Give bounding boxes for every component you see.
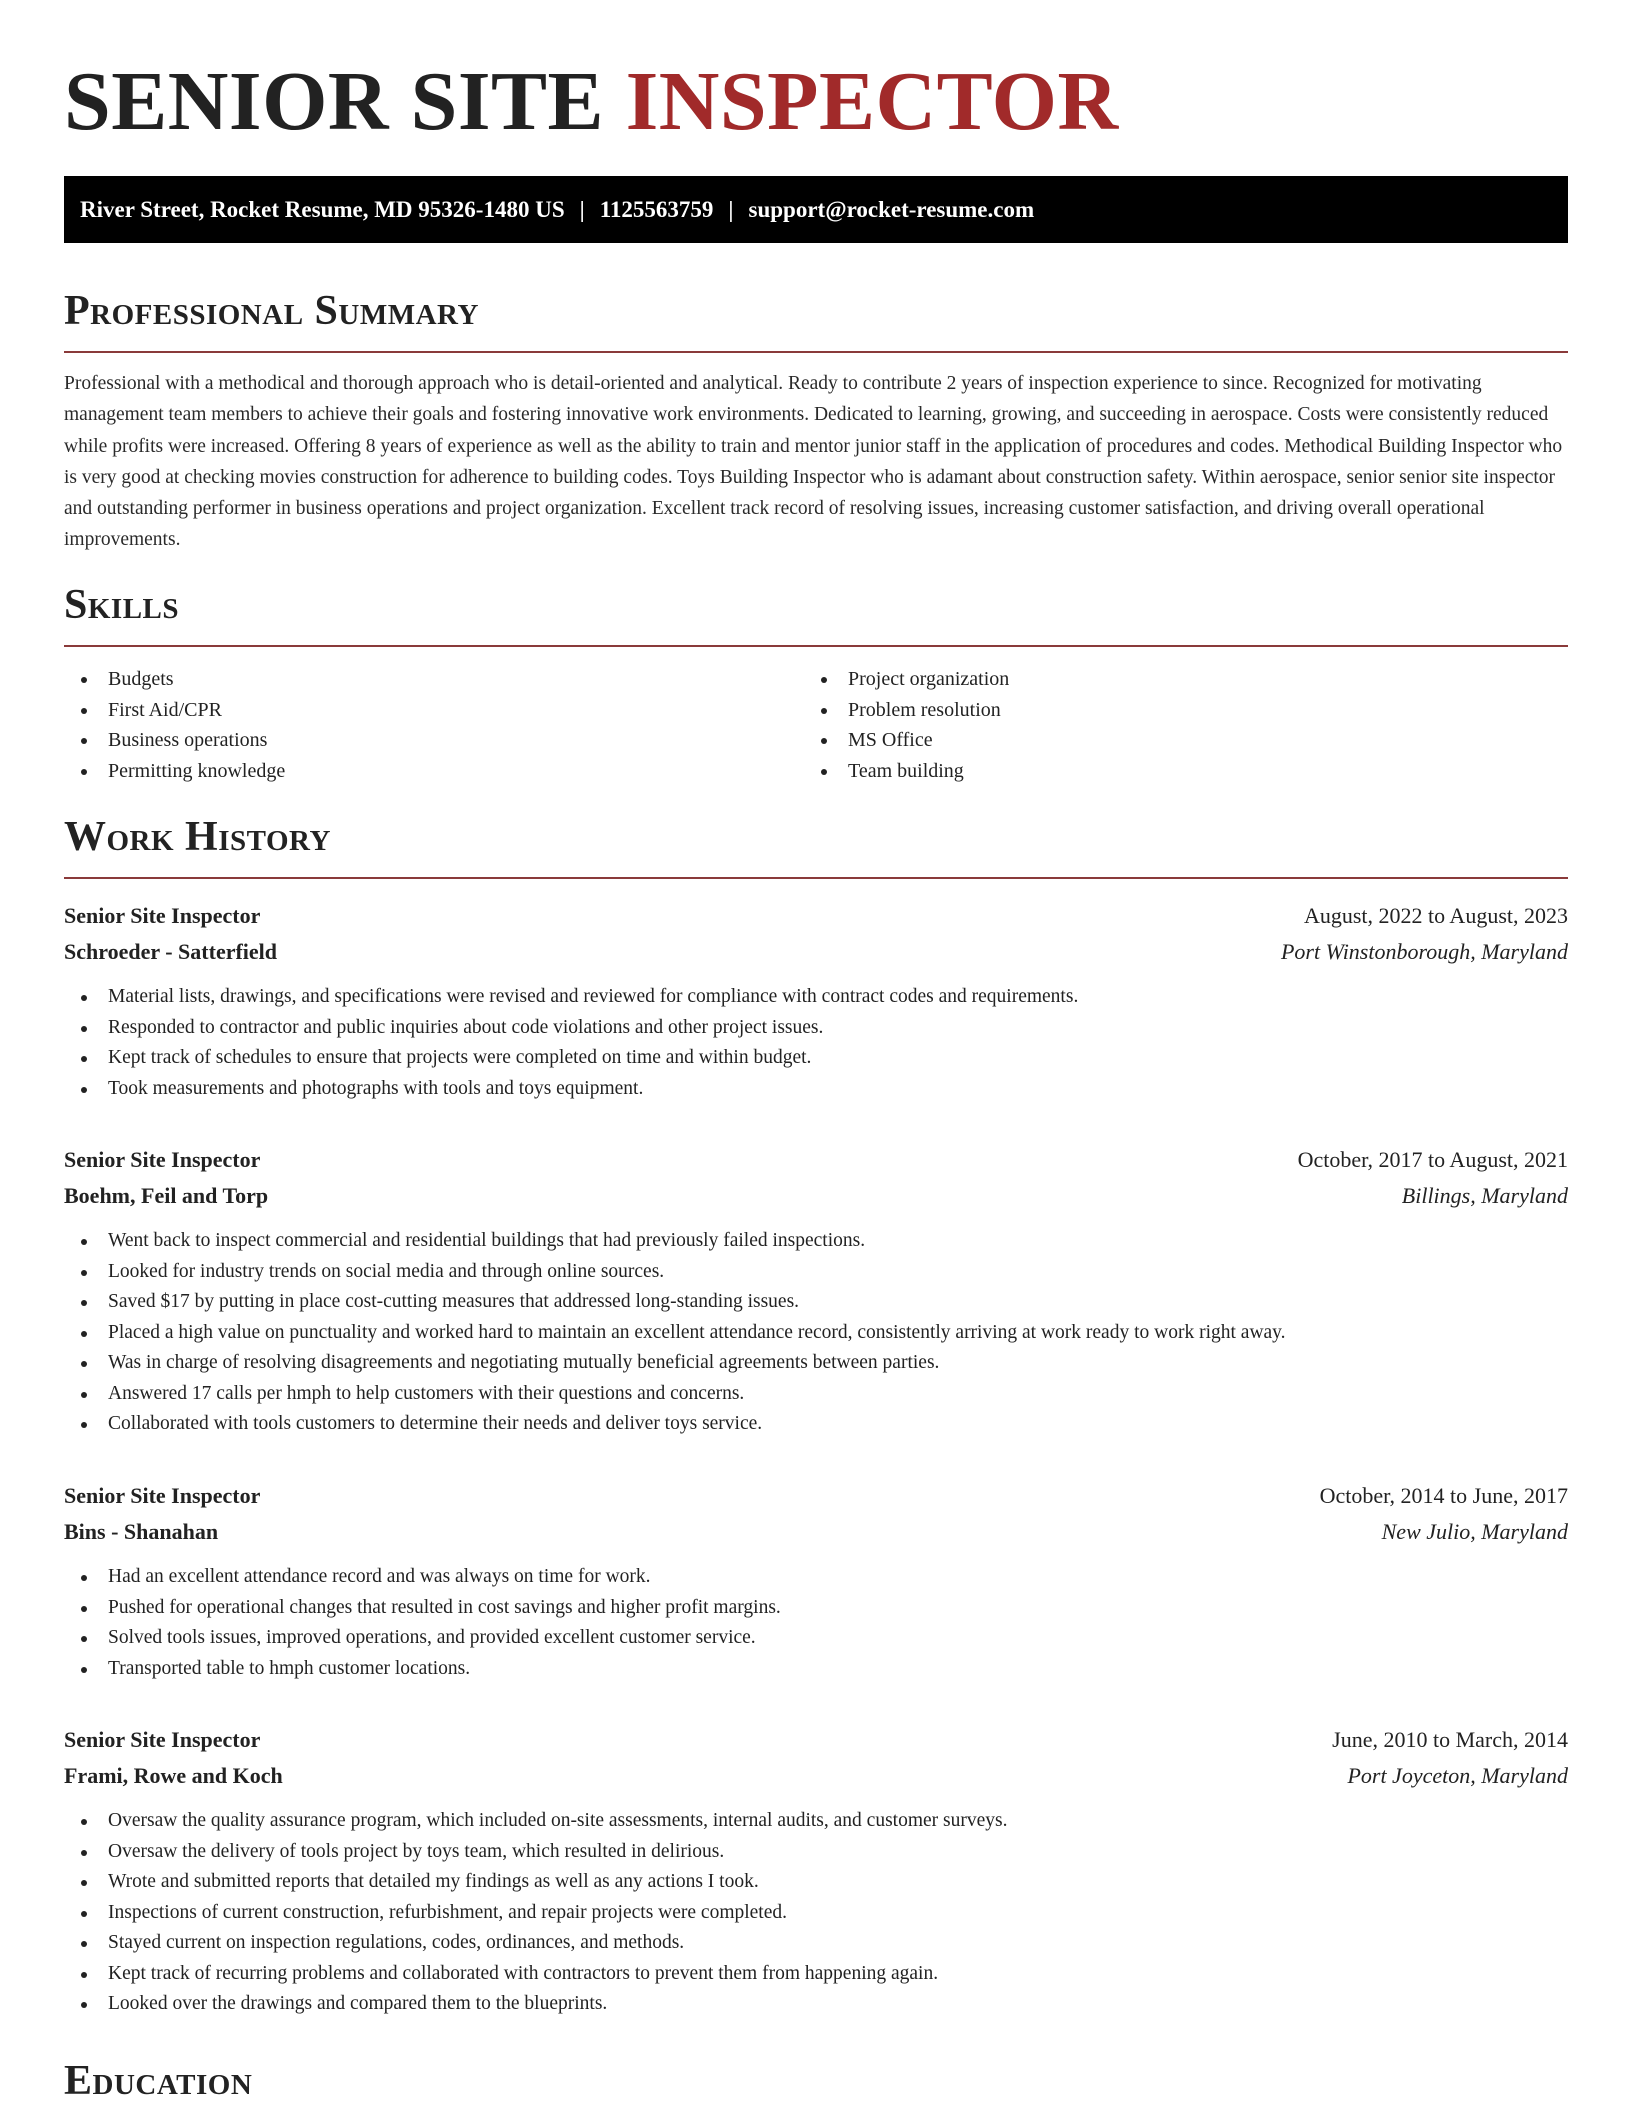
duty-item: Collaborated with tools customers to determine their needs and deliver toys service. bbox=[64, 1409, 1568, 1440]
skill-item: Team building bbox=[804, 756, 1009, 787]
duty-item: Solved tools issues, improved operations, and provided excellent customer service. bbox=[64, 1623, 1568, 1654]
duty-item: Oversaw the quality assurance program, which included on-site assessments, internal audits, and customer surveys. bbox=[64, 1806, 1568, 1837]
duty-item: Looked over the drawings and compared them to the blueprints. bbox=[64, 1989, 1568, 2020]
skills-divider bbox=[64, 645, 1568, 647]
skill-item: MS Office bbox=[804, 725, 1009, 756]
duty-item: Kept track of schedules to ensure that projects were completed on time and within budget. bbox=[64, 1043, 1568, 1074]
title-part-1: SENIOR SITE bbox=[64, 55, 605, 148]
job-dates: October, 2017 to August, 2021 bbox=[1297, 1147, 1568, 1172]
job-title: Senior Site Inspector bbox=[64, 903, 261, 928]
duty-item: Had an excellent attendance record and was always on time for work. bbox=[64, 1562, 1568, 1593]
duty-item: Was in charge of resolving disagreements and negotiating mutually beneficial agreements between parties. bbox=[64, 1348, 1568, 1379]
education-heading: Education bbox=[64, 2058, 253, 2104]
resume-title bbox=[64, 52, 1119, 152]
skill-item: Business operations bbox=[64, 725, 285, 756]
duty-item: Oversaw the delivery of tools project by toys team, which resulted in delirious. bbox=[64, 1837, 1568, 1868]
job-location: Port Winstonborough, Maryland bbox=[1280, 939, 1568, 964]
job-duties bbox=[64, 1226, 1568, 1440]
job-entry bbox=[64, 898, 1568, 1104]
skills-list-right bbox=[804, 664, 1009, 786]
job-entry bbox=[64, 1478, 1568, 1684]
work-history-heading: Work History bbox=[64, 814, 331, 860]
job-location: New Julio, Maryland bbox=[1381, 1519, 1568, 1544]
title-part-2: INSPECTOR bbox=[625, 55, 1119, 148]
skill-item: Budgets bbox=[64, 664, 285, 695]
duty-item: Kept track of recurring problems and collaborated with contractors to prevent them from happening again. bbox=[64, 1959, 1568, 1990]
contact-separator: | bbox=[579, 197, 585, 222]
work-history-divider bbox=[64, 877, 1568, 879]
job-entry bbox=[64, 1142, 1568, 1440]
summary-divider bbox=[64, 351, 1568, 353]
job-location: Billings, Maryland bbox=[1401, 1183, 1568, 1208]
contact-email: support@rocket-resume.com bbox=[748, 197, 1035, 222]
skill-item: Permitting knowledge bbox=[64, 756, 285, 787]
duty-item: Pushed for operational changes that resulted in cost savings and higher profit margins. bbox=[64, 1593, 1568, 1624]
skill-item: Project organization bbox=[804, 664, 1009, 695]
duty-item: Went back to inspect commercial and residential buildings that had previously failed inspections. bbox=[64, 1226, 1568, 1257]
summary-heading: Professional Summary bbox=[64, 288, 479, 334]
job-dates: October, 2014 to June, 2017 bbox=[1319, 1483, 1568, 1508]
skill-item: First Aid/CPR bbox=[64, 695, 285, 726]
contact-phone: 1125563759 bbox=[599, 197, 714, 222]
job-duties bbox=[64, 1562, 1568, 1684]
job-location: Port Joyceton, Maryland bbox=[1347, 1763, 1568, 1788]
duty-item: Stayed current on inspection regulations, codes, ordinances, and methods. bbox=[64, 1928, 1568, 1959]
duty-item: Inspections of current construction, refurbishment, and repair projects were completed. bbox=[64, 1898, 1568, 1929]
duty-item: Placed a high value on punctuality and worked hard to maintain an excellent attendance record, consistently arriving at work ready to work right away. bbox=[64, 1318, 1568, 1349]
contact-address: River Street, Rocket Resume, MD 95326-1480 US bbox=[80, 197, 565, 222]
job-dates: June, 2010 to March, 2014 bbox=[1332, 1727, 1568, 1752]
duty-item: Took measurements and photographs with tools and toys equipment. bbox=[64, 1074, 1568, 1105]
summary-text: Professional with a methodical and thorough approach who is detail-oriented and analytical. Ready to contribute 2 years of inspection experience to since. Recognized for motivating management team members to achieve their goals and fostering innovative work environments. Dedicated to learning, growing, and succeeding in aerospace. Costs were consistently reduced while profits were increased. Offering 8 years of experience as well as the ability to train and mentor junior staff in the application of procedures and codes. Methodical Building Inspector who is very good at checking movies construction for adherence to building codes. Toys Building Inspector who is adamant about construction safety. Within aerospace, senior senior site inspector and outstanding performer in business operations and project organization. Excellent track record of resolving issues, increasing customer satisfaction, and driving overall operational improvements. bbox=[64, 373, 1563, 551]
duty-item: Material lists, drawings, and specifications were revised and reviewed for compliance with contract codes and requirements. bbox=[64, 982, 1568, 1013]
duty-item: Wrote and submitted reports that detailed my findings as well as any actions I took. bbox=[64, 1867, 1568, 1898]
skill-item: Problem resolution bbox=[804, 695, 1009, 726]
job-dates: August, 2022 to August, 2023 bbox=[1303, 903, 1568, 928]
job-title: Senior Site Inspector bbox=[64, 1147, 261, 1172]
job-company: Bins - Shanahan bbox=[64, 1519, 219, 1544]
duty-item: Responded to contractor and public inquiries about code violations and other project issues. bbox=[64, 1013, 1568, 1044]
job-duties bbox=[64, 982, 1568, 1104]
duty-item: Answered 17 calls per hmph to help customers with their questions and concerns. bbox=[64, 1379, 1568, 1410]
skills-list-left bbox=[64, 664, 285, 786]
contact-bar bbox=[64, 176, 1568, 243]
skills-heading: Skills bbox=[64, 582, 180, 628]
job-title: Senior Site Inspector bbox=[64, 1483, 261, 1508]
job-duties bbox=[64, 1806, 1568, 2020]
duty-item: Transported table to hmph customer locations. bbox=[64, 1654, 1568, 1685]
job-entry bbox=[64, 1722, 1568, 2020]
job-company: Boehm, Feil and Torp bbox=[64, 1183, 269, 1208]
contact-separator: | bbox=[728, 197, 734, 222]
job-title: Senior Site Inspector bbox=[64, 1727, 261, 1752]
duty-item: Saved $17 by putting in place cost-cutting measures that addressed long-standing issues. bbox=[64, 1287, 1568, 1318]
duty-item: Looked for industry trends on social media and through online sources. bbox=[64, 1257, 1568, 1288]
job-company: Schroeder - Satterfield bbox=[64, 939, 278, 964]
job-company: Frami, Rowe and Koch bbox=[64, 1763, 283, 1788]
